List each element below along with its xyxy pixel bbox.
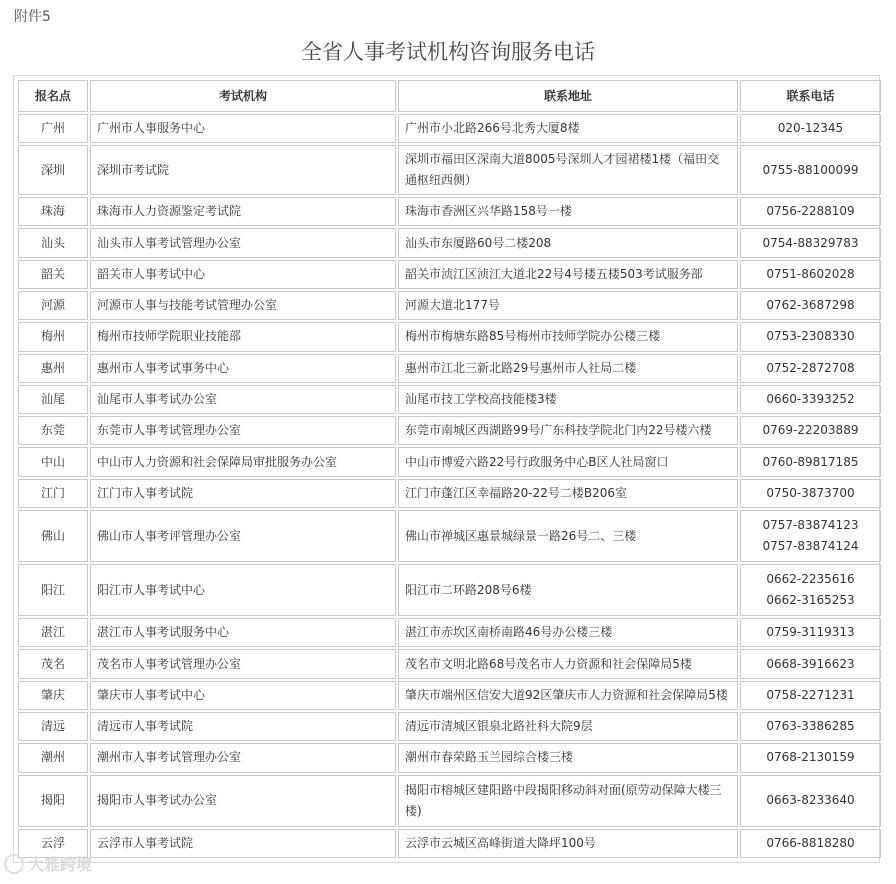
table-row (18, 145, 881, 195)
cell-city: 清远 (18, 712, 88, 741)
table-body (18, 114, 881, 858)
cell-address: 东莞市南城区西湖路99号广东科技学院北门内22号楼六楼 (398, 416, 738, 445)
cell-phone (740, 145, 881, 195)
cell-address: 江门市蓬江区幸福路20-22号二楼B206室 (398, 479, 738, 508)
phone-number: 0766-8818280 (766, 835, 855, 850)
table-row (18, 260, 881, 289)
table-row (18, 479, 881, 508)
phone-number: 0755-88100099 (762, 162, 859, 177)
cell-address: 汕头市东厦路60号二楼208 (398, 228, 738, 257)
cell-org: 佛山市人事考评管理办公室 (90, 510, 396, 562)
table-row (18, 354, 881, 383)
table-row (18, 829, 881, 858)
phone-number: 0769-22203889 (762, 423, 859, 438)
phone-number: 0754-88329783 (762, 235, 859, 250)
cell-city: 河源 (18, 291, 88, 320)
cell-phone (740, 681, 881, 710)
phone-number: 0662-2235616 (766, 572, 855, 587)
cell-city: 肇庆 (18, 681, 88, 710)
cell-city: 深圳 (18, 145, 88, 195)
cell-phone (740, 354, 881, 383)
phone-number: 0757-83874123 (762, 518, 859, 533)
cell-org: 潮州市人事考试管理办公室 (90, 743, 396, 772)
contact-table-frame (13, 75, 880, 863)
cell-org: 深圳市考试院 (90, 145, 396, 195)
table-row (18, 228, 881, 257)
cell-org: 惠州市人事考试事务中心 (90, 354, 396, 383)
cell-address: 云浮市云城区高峰街道大降坪100号 (398, 829, 738, 858)
table-row (18, 564, 881, 616)
phone-number: 0752-2872708 (766, 360, 855, 375)
cell-phone (740, 743, 881, 772)
table-row (18, 114, 881, 143)
cell-address: 肇庆市端州区信安大道92区肇庆市人力资源和社会保障局5楼 (398, 681, 738, 710)
phone-number: 0762-3687298 (766, 298, 855, 313)
cell-city: 湛江 (18, 618, 88, 647)
cell-address: 佛山市禅城区惠景城绿景一路26号二、三楼 (398, 510, 738, 562)
watermark-text: 大雅跨境 (28, 855, 93, 874)
cell-org: 江门市人事考试院 (90, 479, 396, 508)
cell-city: 东莞 (18, 416, 88, 445)
cell-address: 清远市清城区银泉北路社科大院9层 (398, 712, 738, 741)
cell-address: 湛江市赤坎区南桥南路46号办公楼三楼 (398, 618, 738, 647)
cell-city: 韶关 (18, 260, 88, 289)
cell-city: 中山 (18, 447, 88, 476)
cell-org: 东莞市人事考试管理办公室 (90, 416, 396, 445)
cell-address: 中山市博爱六路22号行政服务中心B区人社局窗口 (398, 447, 738, 476)
contact-table (16, 78, 883, 860)
cell-address: 潮州市春荣路玉兰园综合楼三楼 (398, 743, 738, 772)
attachment-label: 附件5 (14, 9, 51, 25)
cell-city: 揭阳 (18, 775, 88, 827)
cell-address: 揭阳市榕城区建阳路中段揭阳移动斜对面(原劳动保障大楼三楼) (398, 775, 738, 827)
cell-address: 惠州市江北三新北路29号惠州市人社局二楼 (398, 354, 738, 383)
cell-city: 茂名 (18, 649, 88, 678)
cell-phone (740, 479, 881, 508)
phone-number: 0760-89817185 (762, 454, 859, 469)
table-row (18, 712, 881, 741)
watermark-logo-icon (4, 854, 24, 874)
cell-city: 惠州 (18, 354, 88, 383)
cell-phone (740, 447, 881, 476)
cell-address: 茂名市文明北路68号茂名市人力资源和社会保障局5楼 (398, 649, 738, 678)
header-org: 考试机构 (90, 80, 396, 112)
cell-phone (740, 291, 881, 320)
page-title: 全省人事考试机构咨询服务电话 (301, 40, 595, 64)
cell-city: 广州 (18, 114, 88, 143)
cell-phone (740, 618, 881, 647)
header-phone: 联系电话 (740, 80, 881, 112)
watermark (4, 852, 92, 875)
cell-city: 梅州 (18, 322, 88, 351)
phone-number: 0768-2130159 (766, 750, 855, 765)
table-row (18, 322, 881, 351)
table-row (18, 291, 881, 320)
phone-number: 0753-2308330 (766, 329, 855, 344)
cell-address: 深圳市福田区深南大道8005号深圳人才园裙楼1楼（福田交通枢纽西侧） (398, 145, 738, 195)
cell-city: 佛山 (18, 510, 88, 562)
cell-city: 云浮 (18, 829, 88, 858)
cell-address: 河源大道北177号 (398, 291, 738, 320)
cell-org: 广州市人事服务中心 (90, 114, 396, 143)
cell-address: 阳江市二环路208号6楼 (398, 564, 738, 616)
cell-address: 韶关市浈江区浈江大道北22号4号楼五楼503考试服务部 (398, 260, 738, 289)
cell-phone (740, 649, 881, 678)
phone-number: 0662-3165253 (766, 593, 855, 608)
phone-number: 0759-3119313 (766, 625, 855, 640)
phone-number: 0668-3916623 (766, 656, 855, 671)
phone-number: 0750-3873700 (766, 485, 855, 500)
cell-org: 云浮市人事考试院 (90, 829, 396, 858)
cell-phone (740, 775, 881, 827)
phone-number: 0756-2288109 (766, 204, 855, 219)
cell-org: 韶关市人事考试中心 (90, 260, 396, 289)
cell-org: 揭阳市人事考试办公室 (90, 775, 396, 827)
cell-org: 肇庆市人事考试中心 (90, 681, 396, 710)
table-row (18, 197, 881, 226)
cell-org: 梅州市技师学院职业技能部 (90, 322, 396, 351)
cell-org: 汕头市人事考试管理办公室 (90, 228, 396, 257)
table-row (18, 743, 881, 772)
table-row (18, 385, 881, 414)
cell-phone (740, 416, 881, 445)
cell-phone (740, 114, 881, 143)
cell-org: 汕尾市人事考试办公室 (90, 385, 396, 414)
cell-org: 清远市人事考试院 (90, 712, 396, 741)
phone-number: 020-12345 (777, 121, 844, 136)
table-header-row (18, 80, 881, 112)
cell-city: 阳江 (18, 564, 88, 616)
cell-address: 广州市小北路266号北秀大厦8楼 (398, 114, 738, 143)
cell-phone (740, 712, 881, 741)
table-row (18, 447, 881, 476)
phone-number: 0757-83874124 (762, 539, 859, 554)
cell-phone (740, 228, 881, 257)
cell-org: 河源市人事与技能考试管理办公室 (90, 291, 396, 320)
cell-phone (740, 197, 881, 226)
cell-phone (740, 385, 881, 414)
table-row (18, 649, 881, 678)
phone-number: 0763-3386285 (766, 719, 855, 734)
phone-number: 0758-2271231 (766, 687, 855, 702)
header-city: 报名点 (18, 80, 88, 112)
table-row (18, 775, 881, 827)
cell-phone (740, 322, 881, 351)
table-row (18, 681, 881, 710)
phone-number: 0751-8602028 (766, 266, 855, 281)
cell-city: 汕尾 (18, 385, 88, 414)
cell-city: 潮州 (18, 743, 88, 772)
table-row (18, 510, 881, 562)
phone-number: 0663-8233640 (766, 793, 855, 808)
table-row (18, 416, 881, 445)
cell-address: 梅州市梅塘东路85号梅州市技师学院办公楼三楼 (398, 322, 738, 351)
table-row (18, 618, 881, 647)
phone-number: 0660-3393252 (766, 392, 855, 406)
cell-city: 珠海 (18, 197, 88, 226)
cell-org: 阳江市人事考试中心 (90, 564, 396, 616)
cell-city: 江门 (18, 479, 88, 508)
cell-city: 汕头 (18, 228, 88, 257)
cell-org: 珠海市人力资源鉴定考试院 (90, 197, 396, 226)
cell-org: 茂名市人事考试管理办公室 (90, 649, 396, 678)
cell-org: 中山市人力资源和社会保障局审批服务办公室 (90, 447, 396, 476)
cell-address: 珠海市香洲区兴华路158号一楼 (398, 197, 738, 226)
cell-phone (740, 564, 881, 616)
cell-phone (740, 510, 881, 562)
cell-org: 湛江市人事考试服务中心 (90, 618, 396, 647)
cell-phone (740, 260, 881, 289)
header-address: 联系地址 (398, 80, 738, 112)
cell-phone (740, 829, 881, 858)
cell-address: 汕尾市技工学校高技能楼3楼 (398, 385, 738, 414)
